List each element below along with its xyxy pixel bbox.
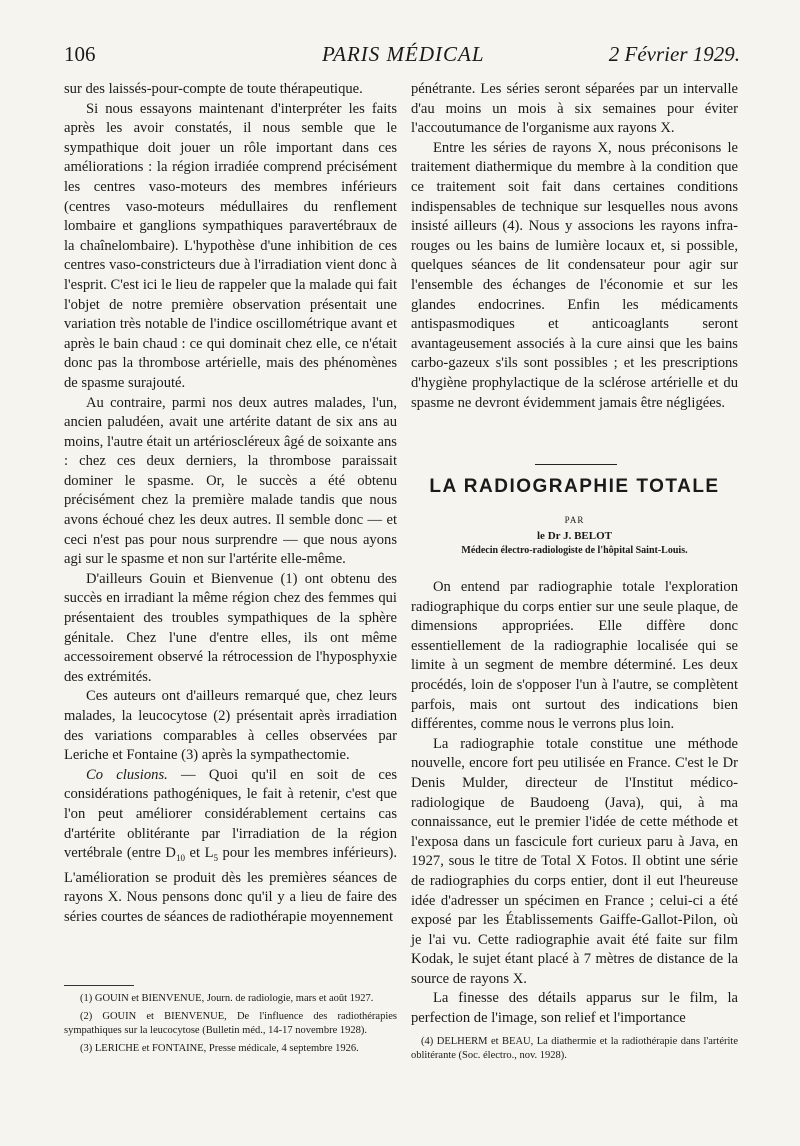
paragraph: D'ailleurs Gouin et Bienvenue (1) ont obtenu des succès en irradiant la même région chez des femmes qui présentaient des troubles sympathiques de la sphère génitale. Chez l'une d'entre elles, ils ont même accessoirement observé la rétrocession de l'hyposphyxie des extrémités. (64, 570, 397, 685)
text-run: — Quoi qu'il en soit de ces considérations pathogéniques, le fait à retenir, c'est que l'on peut améliorer considérablement certains cas d'artérite oblitérante par l'irradiation de la région vertébrale (entre D (64, 766, 397, 862)
paragraph: Si nous essayons maintenant d'interpréter les faits après les avoir constatés, il nous semble que le sympathique doit jouer un rôle important dans ces améliorations : la région irradiée comprend précisément les centres vaso-moteurs des membres inférieurs (centres vaso-moteurs médullaires du renflement lombaire et ganglions sympathiques paravertébraux de la chaînelombaire). L'hypothèse d'une inhibition de ces centres vaso-constricteurs due à l'irradiation vient donc à l'esprit. C'est ici le lieu de rappeler que la malade qui fait l'objet de notre première observation présentait une variation très notable de l'indice oscillométrique avant et après le bain chaud : ce qui dominait chez elle, ce n'était donc pas la thrombose artérielle, mais des phénomènes de spasme surajouté. (64, 100, 397, 391)
journal-title: PARIS MÉDICAL (322, 42, 485, 66)
paragraph: Au contraire, parmi nos deux autres malades, l'un, ancien paludéen, avait une artérite datant de six ans au moins, l'autre était un artérioscléreux âgé de soixante ans : chez ces deux derniers, la thrombose paraissait dominer le spasme. Or, le succès a été obtenu précisément chez la première malade tandis que nous avons échoué chez les deux autres. Il semble donc — et ceci n'est pas pour nous surprendre — que nous ayons agi sur le spasme et non sur l'artérite elle-même. (64, 394, 397, 568)
subscript: 5 (213, 853, 218, 864)
paragraph: La finesse des détails apparus sur le film, la perfection de l'image, son relief et l'importance (411, 990, 738, 1027)
paragraph: sur des laissés-pour-compte de toute thérapeutique. (64, 81, 363, 97)
article-title: LA RADIOGRAPHIE TOTALE (429, 476, 720, 497)
text-run: pour les membres inférieurs). L'amélioration se produit dès les premières séances de rayons X. Nous pensons donc qu'il y a lieu de faire des séries courtes de séances de radiothérapie moyennement (64, 845, 397, 925)
paragraph: pénétrante. Les séries seront séparées par un intervalle d'au moins un mois à six semaines pour éviter l'accoutumance de l'organisme aux rayons X. (411, 81, 738, 137)
right-column (411, 80, 738, 413)
conclusions-label: Co clusions. (86, 766, 168, 783)
footnote-rule (64, 985, 134, 986)
paragraph: Ces auteurs ont d'ailleurs remarqué que, chez leurs malades, la leucocytose (2) présentait après irradiation des variations comparables à celles observées par Leriche et Fontaine (3) après la sympathectomie. (64, 688, 397, 764)
right-footnote (411, 1035, 738, 1063)
article-author: le Dr J. BELOT (537, 530, 612, 542)
author-affiliation: Médecin électro-radiologiste de l'hôpital Saint-Louis. (461, 545, 688, 556)
footnote: (2) GOUIN et BIENVENUE, De l'influence des radiothérapies sympathiques sur la leucocytose (Bulletin méd., 14-17 novembre 1928). (64, 1011, 397, 1036)
footnotes (64, 985, 397, 1060)
paragraph: La radiographie totale constitue une méthode nouvelle, encore fort peu utilisée en France. C'est le Dr Denis Mulder, directeur de l'Institut médico-radiologique de Baudoeng (Java), qui, à ma connaissance, eut le premier l'idée de cette méthode et l'exposa dans un fascicule fort curieux paru à Java, en 1927, sous le titre de Total X Fotos. Il obtint une série de radiographies du corps entier, dont il eut l'heureuse idée d'adresser un spécimen en France ; celui-ci a été exposé par les Établissements Gaiffe-Gallot-Pilon, où je l'ai vu. Cette radiographie avait été faite sur film Kodak, le sujet étant placé à 7 mètres de distance de la source de rayons X. (411, 735, 738, 987)
subscript: 10 (175, 853, 185, 864)
section-divider (535, 464, 617, 465)
issue-date: 2 Février 1929. (608, 42, 740, 66)
page-header (64, 42, 740, 72)
left-column (64, 80, 397, 927)
footnote: (3) LERICHE et FONTAINE, Presse médicale, 4 septembre 1926. (80, 1043, 359, 1054)
article-body (411, 578, 738, 1029)
byline-par: PAR (564, 515, 585, 525)
text-run: et L (184, 845, 214, 862)
conclusions-paragraph (64, 766, 397, 928)
page-number: 106 (64, 42, 96, 66)
footnote: (1) GOUIN et BIENVENUE, Journ. de radiologie, mars et août 1927. (80, 993, 374, 1004)
paragraph: On entend par radiographie totale l'exploration radiographique du corps entier sur une seule plaque, de dimensions appropriées. Elle diffère donc essentiellement de la radiographie localisée qui se limite à un segment de membre déterminé. Les deux procédés, loin de s'opposer l'un à l'autre, se complètent parfois, mais ont surtout des indications bien différentes, comme nous le verrons plus loin. (411, 579, 738, 733)
paragraph: Entre les séries de rayons X, nous préconisons le traitement diathermique du membre à la condition que ce traitement soit fait dans certaines conditions indispensables de technique sur lesquelles nous avons insisté ailleurs (4). Nous y associons les rayons infra-rouges ou les bains de lumière locaux et, si possible, quelques séances de lit condensateur pour agir sur l'ensemble des échanges de l'économie et sur les glandes endocrines. Enfin les médicaments antispasmodiques et anticoaglants seront avantageusement associés à la cure ainsi que les bains carbo-gazeux s'ils sont possibles ; et les prescriptions d'hygiène prophylactique de la sclérose artérielle et du spasme ne devront évidemment jamais être négligées. (411, 139, 738, 411)
footnote: (4) DELHERM et BEAU, La diathermie et la radiothérapie dans l'artérite oblitérante (Soc. électro., nov. 1928). (411, 1036, 738, 1061)
